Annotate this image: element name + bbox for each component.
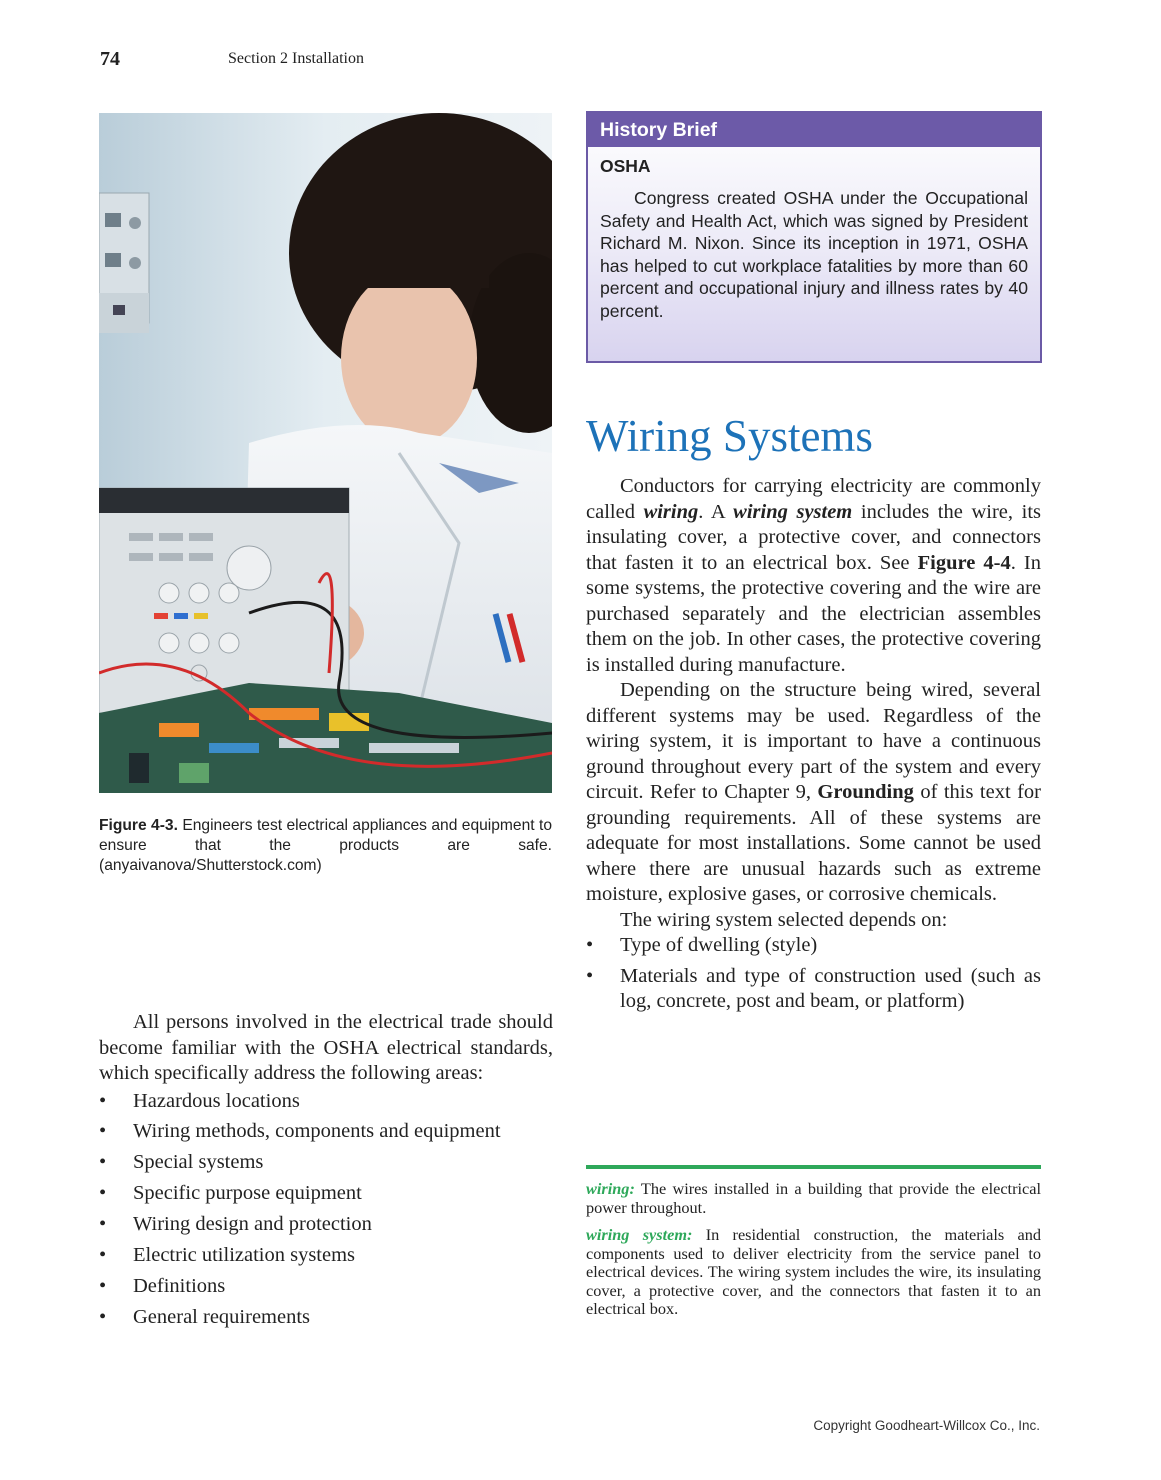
list-item: • Type of dwelling (style) xyxy=(586,933,1041,959)
wiring-paragraph-2: Depending on the structure being wired, several different systems may be used. Regardless of the wiring system, it is important to have a continuous ground throughout every part of the system and every circuit. Refer to Chapter 9, Grounding of this text for grounding requirements. All of these systems are adequate for most installations. Some cannot be used where there are unusual hazards such as extreme moisture, explosive gases, or corrosive chemicals. xyxy=(586,679,1041,905)
list-item: • Special systems xyxy=(99,1148,553,1179)
figure-reference: Figure 4-4 xyxy=(917,551,1011,574)
left-body xyxy=(99,1010,553,1334)
bullet-icon: • xyxy=(99,1274,107,1297)
figure-label: Figure 4-3. xyxy=(99,817,178,834)
history-brief-box xyxy=(586,111,1042,363)
page-number: 74 xyxy=(100,48,120,70)
figure-caption-text: Engineers test electrical appliances and equipment to ensure that the products are safe. (anyaivanova/Shutterstock.com) xyxy=(99,817,552,874)
list-item: • Hazardous locations xyxy=(99,1087,553,1117)
bullet-icon: • xyxy=(99,1150,107,1173)
right-body xyxy=(586,474,1041,1015)
history-brief-title: History Brief xyxy=(588,113,1040,147)
term-wiring: wiring xyxy=(643,500,699,523)
copyright-notice: Copyright Goodheart-Willcox Co., Inc. xyxy=(813,1418,1040,1433)
figure-caption xyxy=(99,816,552,876)
bullet-icon: • xyxy=(586,934,594,956)
wiring-paragraph-3: The wiring system selected depends on: xyxy=(620,908,948,931)
term-wiring-system: wiring system xyxy=(733,500,853,523)
list-item: • Wiring methods, components and equipment xyxy=(99,1117,553,1148)
glossary-entry xyxy=(586,1180,1041,1217)
list-item: • Wiring design and protection xyxy=(99,1210,553,1241)
osha-paragraph: All persons involved in the electrical trade should become familiar with the OSHA electrical standards, which specifically address the following areas: xyxy=(99,1011,553,1084)
list-item: • General requirements xyxy=(99,1303,553,1334)
glossary-definition: In residential construction, the materials and components used to deliver electricity from the service panel to electrical devices. The wiring system includes the wire, its insulating cover, a protective cover, and the connectors that fasten it to an electrical box. xyxy=(586,1225,1041,1318)
bullet-icon: • xyxy=(99,1119,107,1142)
wiring-paragraph-1: Conductors for carrying electricity are commonly called wiring. A wiring system includes the wire, its insulating cover, a protective cover, and connectors that fasten it to an electrical box. See Figure 4-4. In some systems, the protective covering and the wire are purchased separately and the electrician assembles them on the job. In other cases, the protective covering is installed during manufacture. xyxy=(586,475,1042,676)
glossary-term: wiring system: xyxy=(586,1225,693,1244)
list-item: • Specific purpose equipment xyxy=(99,1179,553,1210)
list-item: • Definitions xyxy=(99,1272,553,1303)
list-item: • Materials and type of construction used (such as log, concrete, post and beam, or platform) xyxy=(586,964,1041,1012)
bullet-icon: • xyxy=(99,1212,107,1235)
chapter-reference: Grounding xyxy=(817,781,914,803)
bullet-icon: • xyxy=(99,1305,107,1328)
bullet-icon: • xyxy=(586,964,594,987)
section-heading: Wiring Systems xyxy=(586,411,873,461)
glossary xyxy=(586,1180,1041,1328)
figure-photo xyxy=(99,113,552,793)
glossary-entry xyxy=(586,1226,1041,1319)
bullet-icon: • xyxy=(99,1181,107,1204)
history-brief-body: Congress created OSHA under the Occupational Safety and Health Act, which was signed by President Richard M. Nixon. Since its inception in 1971, OSHA has helped to cut workplace fatalities by more than 60 percent and occupational injury and illness rates by 40 percent. xyxy=(600,188,1028,321)
list-item: • Electric utilization systems xyxy=(99,1241,553,1272)
section-label: Section 2 Installation xyxy=(228,50,364,67)
bullet-icon: • xyxy=(99,1243,107,1266)
glossary-divider xyxy=(586,1165,1041,1169)
history-brief-subtitle: OSHA xyxy=(600,156,651,176)
wiring-criteria-list xyxy=(586,933,1041,1015)
glossary-term: wiring: xyxy=(586,1179,635,1198)
glossary-definition: The wires installed in a building that provide the electrical power throughout. xyxy=(586,1179,1041,1217)
bullet-icon: • xyxy=(99,1089,107,1112)
osha-area-list xyxy=(99,1087,553,1334)
